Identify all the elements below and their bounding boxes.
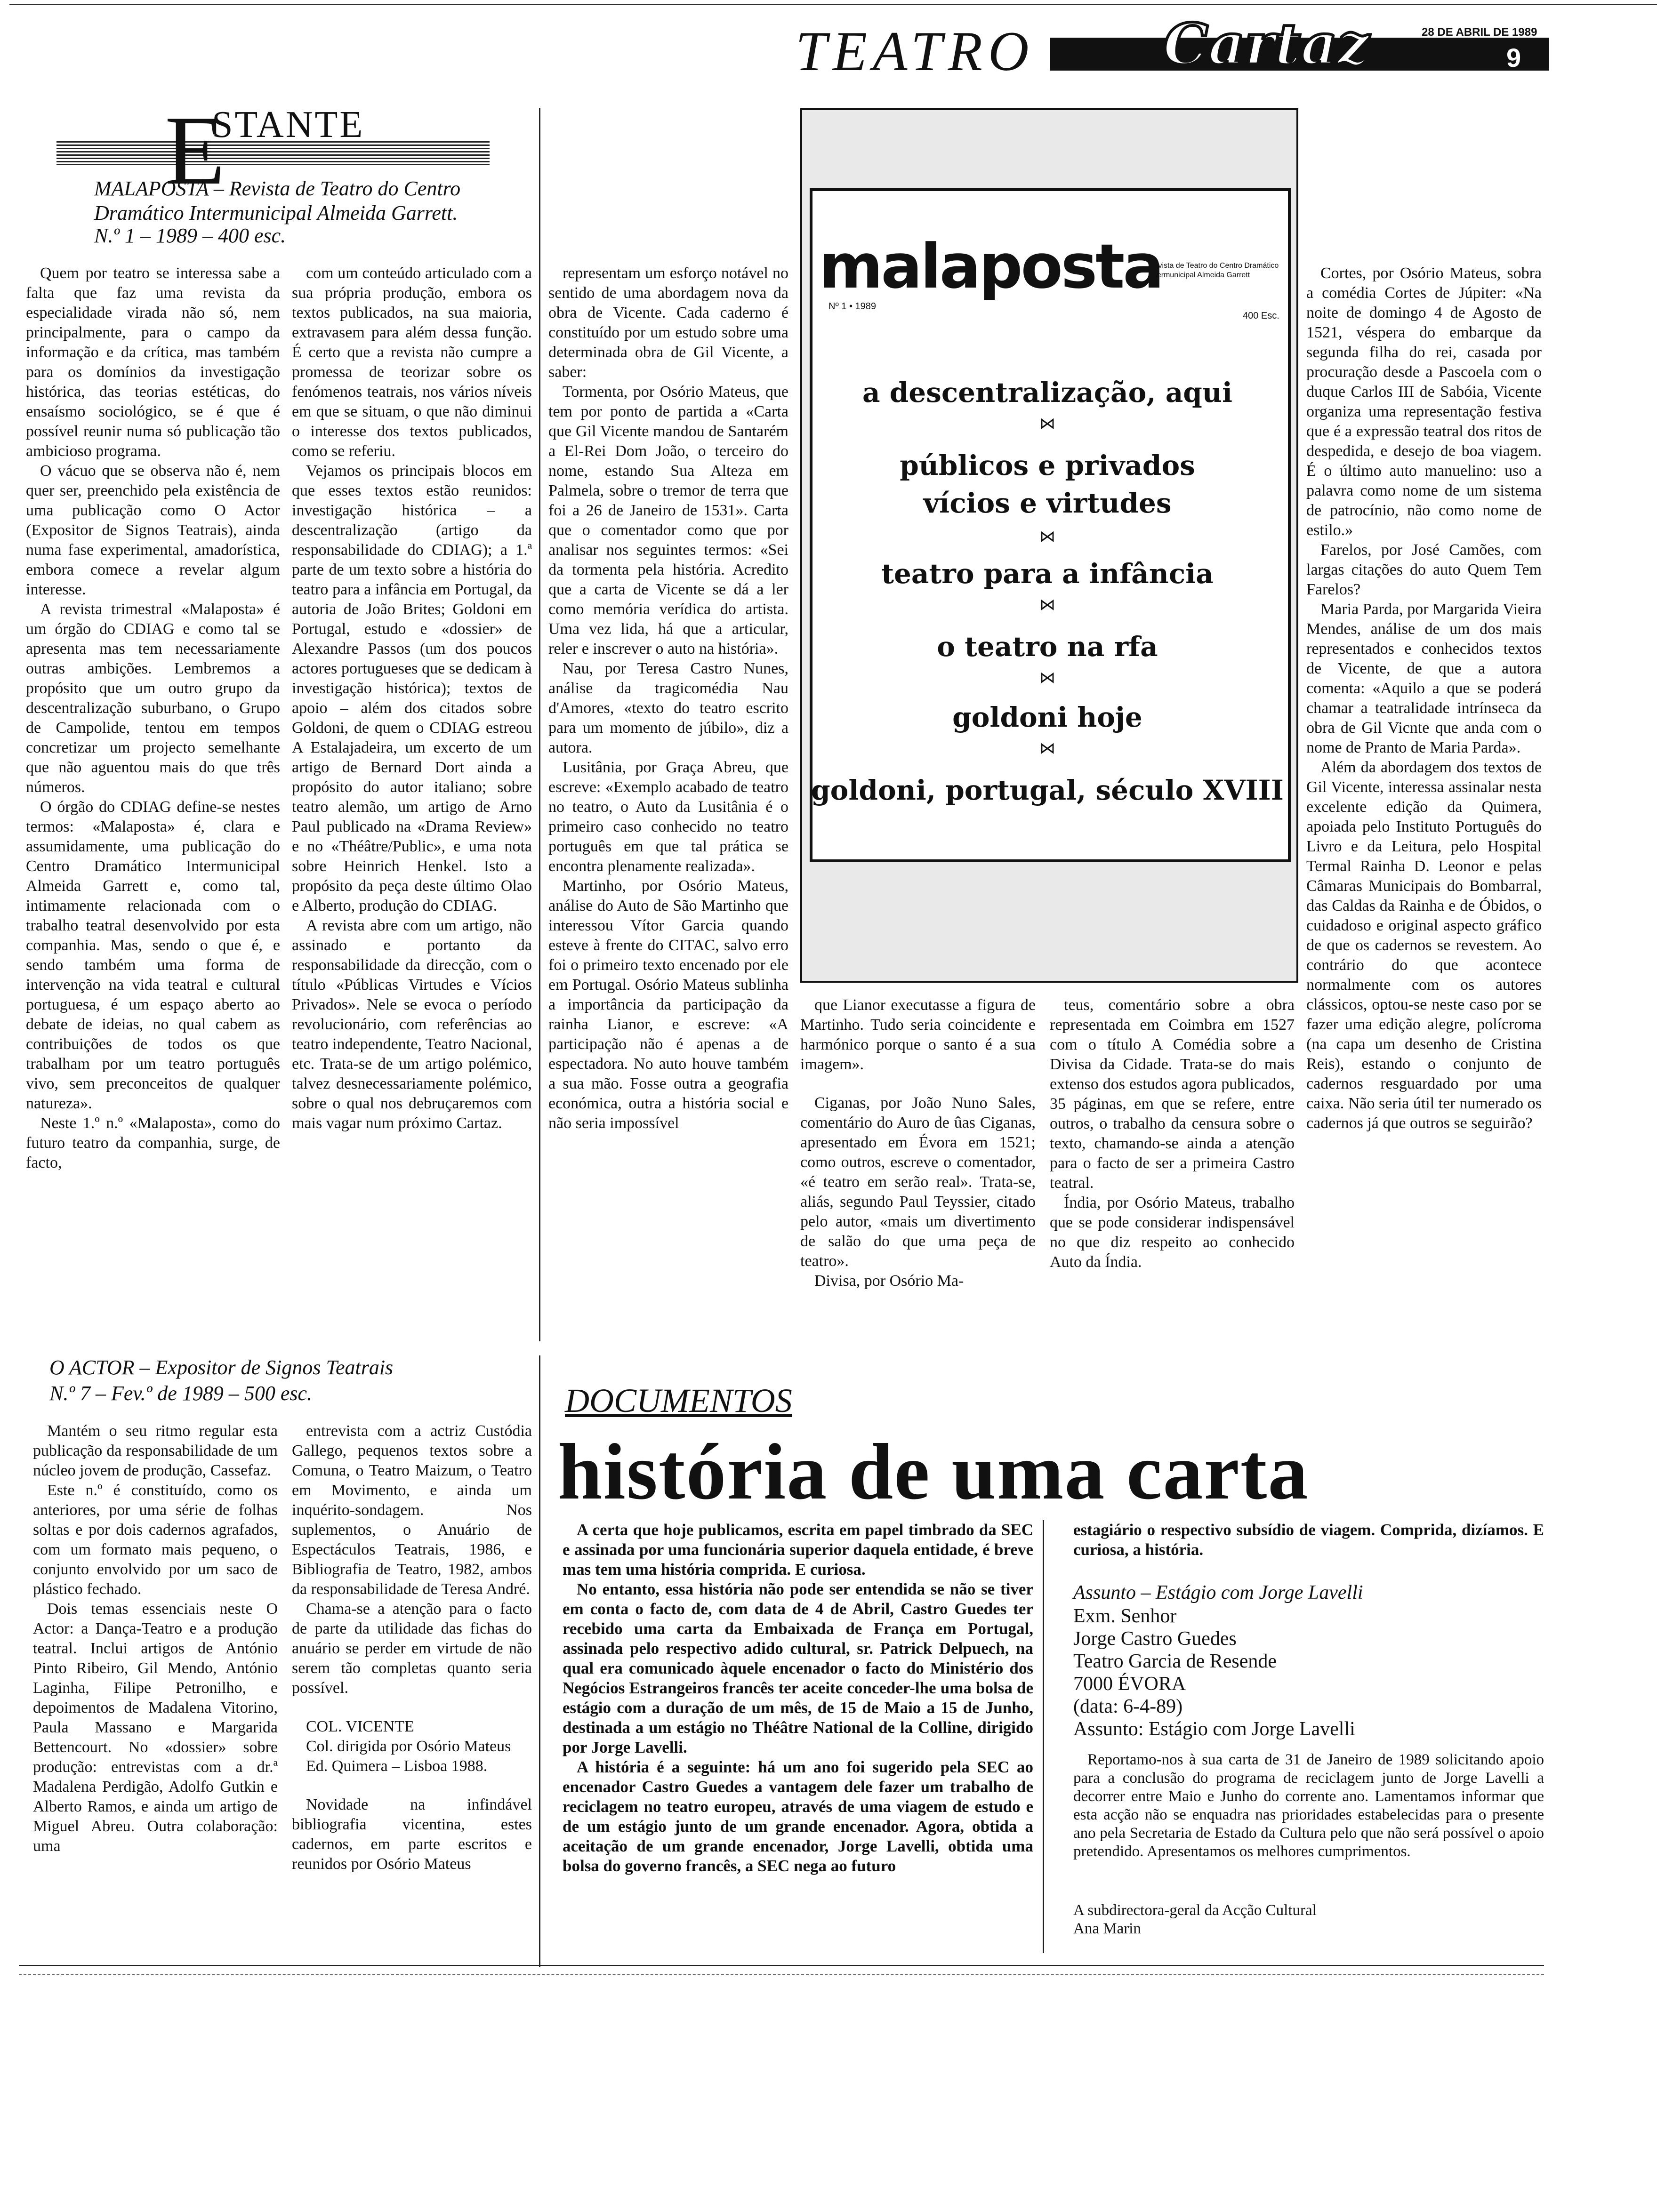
magazine-issue: Nº 1 • 1989 (828, 301, 877, 312)
letter-signature-line: A subdirectora-geral da Acção Cultural (1073, 1902, 1317, 1919)
ornament-icon: ⋈ (1039, 528, 1055, 545)
letter-address-line: Assunto: Estágio com Jorge Lavelli (1073, 1718, 1355, 1740)
paragraph: representam um esforço notável no sentido de uma abordagem nova da obra de Vicente. Cada caderno é constituído por um estudo sobre uma determinada obra de Gil Vicente, a saber: (548, 264, 788, 381)
colvicente-line: Col. dirigida por Osório Mateus (306, 1738, 511, 1755)
paragraph: Maria Parda, por Margarida Vieira Mendes, análise de um dos mais representados e conhecidos textos de Vicente, de que a autora comenta: «Aquilo a que se poderá chamar a teatralidade intrínseca da obra de Gil Vicnte que anda com o nome de Pranto de Maria Parda». (1306, 601, 1542, 756)
bottom-dashed-rule (19, 1974, 1544, 1976)
letter-address-line: 7000 ÉVORA (1073, 1673, 1186, 1695)
paragraph: Tormenta, por Osório Mateus, que tem por ponto de partida a «Carta que Gil Vicente mandou de Santarém a El-Rei Dom João, o terceiro do nome, estando Sua Alteza em Palmela, sobre o tremor de terra que foi a 26 de Janeiro de 1531». Carta que o comentador como que por analisar nos seguintes termos: «Sei da tormenta pela história. Acredito que a carta de Vicente se dá a ler como memória verídica do artista. Uma vez lida, há que a articular, reler e inscrever o auto na história». (548, 383, 788, 657)
letter-signature (1073, 1901, 1544, 1938)
paragraph: Chama-se a atenção para o facto de parte da utilidade das fichas do anuário se perder em virtude de não serem tão completas quanto seria possível. (292, 1600, 532, 1697)
actor-subheading: N.º 7 – Fev.º de 1989 – 500 esc. (49, 1382, 313, 1405)
paragraph: No entanto, essa história não pode ser entendida se não se tiver em conta o facto de, com data de 4 de Abril, Castro Guedes ter recebido uma carta da Embaixada de França em Portugal, assinada pelo respectivo adido cultural, sr. Patrick Delpuech, na qual era comunicado àquele encenador o facto do Ministério dos Negócios Estrangeiros francês ter aceite conceder-lhe uma bolsa de estágio com a duração de um mês, de 15 de Maio a 15 de Junho, destinada a um estágio no Théâtre National de la Colline, dirigido por Jorge Lavelli. (563, 1580, 1033, 1756)
letter-address-line: Jorge Castro Guedes (1073, 1628, 1237, 1650)
masthead-logo: Cartaz (1163, 11, 1369, 78)
magazine-price: 400 Esc. (1243, 311, 1279, 321)
paragraph: Lusitânia, por Graça Abreu, que escreve: «Exemplo acabado de teatro no teatro, o Auto da Lusitânia é o primeiro caso conhecido no teatro português em que tal prática se encontra plenamente realizada». (548, 759, 788, 875)
paragraph: teus, comentário sobre a obra representada em Coimbra em 1527 com o título A Comédia sobre a Divisa da Cidade. Trata-se do mais extenso dos estudos agora publicados, 35 páginas, em que se refere, entre outros, o trabalho da censura sobre o texto, chamando-se ainda a atenção para o facto de ser a primeira Castro teatral. (1050, 996, 1295, 1192)
malaposta-heading: MALAPOSTA – Revista de Teatro do Centro Dramático Intermunicipal Almeida Garrett. (94, 177, 461, 224)
documentos-intro-cont: estagiário o respectivo subsídio de viagem. Comprida, dizíamos. E curiosa, a história. (1073, 1521, 1544, 1559)
vicente-col4 (800, 995, 1036, 1291)
letter-address-line: Exm. Senhor (1073, 1605, 1177, 1627)
paragraph: Martinho, por Osório Mateus, análise do Auto de São Martinho que interessou Vítor Garcia quando esteve à frente do CITAC, salvo erro foi o primeiro texto encenado por ele em Portugal. Osório Mateus sublinha a importância da participação da rainha Lianor, e escreve: «A participação não é apenas a de espectadora. No auto houve também a sua mão. Fosse outra a geografia económica, outra a história social e não seria impossível (548, 877, 788, 1132)
malaposta-subheading: N.º 1 – 1989 – 400 esc. (94, 224, 286, 247)
estante-label: STANTE (212, 104, 365, 145)
paragraph: Dois temas essenciais neste O Actor: a Dança-Teatro e a produção teatral. Inclui artigos de António Pinto Ribeiro, Gil Mendo, António Laginha, Filipe Petronilho, e depoimentos de Madalena Vitorino, Paula Massano e Margarida Bettencourt. No «dossier» sobre produção: entrevistas com a dr.ª Madalena Perdigão, Adolfo Gutkin e Alberto Ramos, e ainda um artigo de Miguel Abreu. Outra colaboração: uma (33, 1600, 278, 1855)
cover-line: públicos e privados (900, 449, 1195, 481)
column-rule (539, 1355, 540, 1967)
paragraph: com um conteúdo articulado com a sua própria produção, embora os textos publicados, na sua maioria, extravasem para além dessa função. É certo que a revista não cumpre a promessa de teorizar sobre os fenómenos teatrais, nos vários níveis em que se situam, o que não diminui o interesse dos textos publicados, como se referiu. (292, 264, 532, 460)
paragraph: Farelos, por José Camões, com largas citações do auto Quem Tem Farelos? (1306, 541, 1542, 598)
letter-signature-line: Ana Marin (1073, 1920, 1141, 1937)
paragraph: O órgão do CDIAG define-se nestes termos: «Malaposta» é, clara e assumidamente, uma publicação do Centro Dramático Intermunicipal Almeida Garrett e, como tal, intimamente relacionada com o trabalho teatral desenvolvido por esta companhia. Mas, sendo o que é, e sendo também uma forma de intervenção na vida teatral e cultural portuguesa, é um espaço aberto ao debate de ideias, no qual cabem as contribuições de todos os que trabalham por um teatro português vivo, sem preconceitos de qualquer natureza». (26, 798, 280, 1112)
cover-line: goldoni hoje (952, 701, 1142, 733)
letter-address-line: (data: 6-4-89) (1073, 1696, 1183, 1717)
bottom-rule (19, 1965, 1544, 1966)
paragraph: A revista trimestral «Malaposta» é um órgão do CDIAG e como tal se apresenta mas tem necessariamente outras ambições. Lembremos a propósito que um outro grupo da descentralização suburbano, o Grupo de Campolide, tentou em tempos concretizar um projecto semelhante que não aguentou mais do que três números. (26, 601, 280, 796)
malaposta-col1 (26, 264, 280, 1173)
vicente-col3 (548, 264, 788, 1133)
letter-body: Reportamo-nos à sua carta de 31 de Janeiro de 1989 solicitando apoio para a conclusão do programa de reciclagem junto de Jorge Lavelli a decorrer entre Maio e Junho do corrente ano. Lamentamos informar que esta acção não se enquadra nas prioridades estabelecidas para o presente ano pela Secretaria de Estado da Cultura pelo que não será possível o apoio pretendido. Apresentamos os melhores cumprimentos. (1073, 1751, 1544, 1860)
column-rule (1043, 1520, 1044, 1953)
cover-line: goldoni, portugal, século XVIII (811, 774, 1284, 806)
paragraph: A história é a seguinte: há um ano foi sugerido pela SEC ao encenador Castro Guedes a vantagem dele fazer um trabalho de reciclagem no teatro europeu, através de uma viagem de estudo e de um estágio junto de um grande encenador. Agora, obtida a aceitação de um grande encenador, Jorge Lavelli, obtida uma bolsa do governo francês, a SEC nega ao futuro (563, 1758, 1033, 1875)
paragraph: Mantém o seu ritmo regular esta publicação da responsabilidade de um núcleo jovem de produção, Cassefaz. (33, 1422, 278, 1479)
paragraph: Divisa, por Osório Ma- (814, 1272, 964, 1290)
paragraph: Este n.º é constituído, como os anteriores, por uma série de folhas soltas e por dois cadernos agrafados, com um formato mais pequeno, o conjunto envolvido por um saco de plástico fechado. (33, 1482, 278, 1598)
colvicente-line: Ed. Quimera – Lisboa 1988. (306, 1757, 488, 1775)
documentos-label: DOCUMENTOS (565, 1382, 792, 1419)
estante-initial: E (165, 96, 225, 205)
actor-col1 (33, 1421, 278, 1856)
malaposta-col2 (292, 264, 532, 1133)
vicente-col6 (1306, 264, 1542, 1133)
letter-address-line: Teatro Garcia de Resende (1073, 1651, 1277, 1672)
ornament-icon: ⋈ (1039, 669, 1055, 687)
issue-date: 28 DE ABRIL DE 1989 (1422, 26, 1537, 39)
letter-address (1073, 1605, 1544, 1740)
actor-heading: O ACTOR – Expositor de Signos Teatrais (49, 1356, 394, 1379)
paragraph: entrevista com a actriz Custódia Gallego, pequenos textos sobre a Comuna, o Teatro Maizum, o Teatro em Movimento, e ainda um inquérito-sondagem. Nos suplementos, o Anuário de Espectáculos Teatrais, 1986, e Bibliografia de Teatro, 1982, ambos da responsabilidade de Teresa André. (292, 1422, 532, 1598)
magazine-tagline: Revista de Teatro do Centro Dramático Intermunicipal Almeida Garrett (1149, 262, 1279, 279)
ornament-icon: ⋈ (1039, 596, 1055, 614)
documentos-intro (563, 1520, 1033, 1876)
cover-line: a descentralização, aqui (862, 377, 1233, 409)
paragraph: A certa que hoje publicamos, escrita em papel timbrado da SEC e assinada por uma funcionária superior daquela entidade, é breve mas tem uma história comprida. E curiosa. (563, 1521, 1033, 1579)
top-rule (9, 4, 1657, 5)
paragraph: Vejamos os principais blocos em que esses textos estão reunidos: investigação histórica – a descentralização (artigo da responsabilidade do CDIAG); a 1.ª parte de um texto sobre a história do teatro para a infância em Portugal, da autoria de João Brites; Goldoni em Portugal, estudo e «dossier» de Alexandre Passos (um dos poucos actores portugueses que se dedicam à investigação histórica); textos de apoio – além dos citados sobre Goldoni, de quem o CDIAG estreou A Estalajadeira, um excerto de um artigo de Bernard Dort ainda a propósito do autor italiano; sobre teatro alemão, um artigo de Arno Paul publicado na «Drama Review» e no «Théâtre/Public», e uma nota sobre Heinrich Henkel. Isto a propósito da peça deste último Olao e Alberto, produção do CDIAG. (292, 462, 532, 914)
paragraph: A revista abre com um artigo, não assinado e portanto da responsabilidade da direcção, com o título «Públicas Virtudes e Vícios Privados». Nele se evoca o período revolucionário, com referências ao teatro independente, Teatro Nacional, etc. Trata-se de um artigo polémico, talvez desnecessariamente polémico, sobre o qual nos debruçaremos com mais vagar num próximo Cartaz. (292, 917, 532, 1132)
colvicente-heading: COL. VICENTE (306, 1718, 414, 1735)
magazine-title: malaposta (819, 231, 1163, 302)
actor-col2 (292, 1421, 532, 1874)
paragraph: Cortes, por Osório Mateus, sobra a comédia Cortes de Júpiter: «Na noite de domingo 4 de Agosto de 1521, véspera do embarque da segunda filha do rei, casada por procuração desde a Pascoela com o duque Carlos III de Sabóia, Vicente organiza uma representação festiva que é a expressão teatral dos ritos de despedida, e desejo de boa viagem. É o último auto manuelino: uso a palavra como nome de um sistema de patrocínio, não como nome de estilo.» (1306, 264, 1542, 539)
column-rule (539, 108, 540, 1341)
ornament-icon: ⋈ (1039, 740, 1055, 757)
cover-line: teatro para a infância (881, 558, 1214, 590)
section-title: TEATRO (796, 20, 1035, 82)
letter-subject-heading: Assunto – Estágio com Jorge Lavelli (1073, 1582, 1363, 1603)
paragraph: que Lianor executasse a figura de Martinho. Tudo seria coincidente e harmónico porque o santo é a sua imagem». (800, 996, 1036, 1073)
paragraph: Quem por teatro se interessa sabe a falta que faz uma revista da especialidade virada não só, nem principalmente, para o campo da informação e da crítica, mas também para os domínios da investigação histórica, das teorias estéticas, do ensaísmo sociológico, se é que é possível reunir numa só publicação tão ambicioso programa. (26, 264, 280, 460)
cover-line: o teatro na rfa (937, 631, 1158, 663)
paragraph: Índia, por Osório Mateus, trabalho que se pode considerar indispensável no que diz respeito ao conhecido Auto da Índia. (1050, 1194, 1295, 1271)
vicente-col5 (1050, 995, 1295, 1272)
paragraph: Neste 1.º n.º «Malaposta», como do futuro teatro da companhia, surge, de facto, (26, 1114, 280, 1171)
paragraph: O vácuo que se observa não é, nem quer ser, preenchido pela existência de uma publicação como O Actor (Expositor de Signos Teatrais), ainda numa fase experimental, amadorística, embora comece a revelar algum interesse. (26, 462, 280, 598)
page-number: 9 (1506, 43, 1521, 72)
paragraph: Além da abordagem dos textos de Gil Vicente, interessa assinalar nesta excelente edição da Quimera, apoiada pelo Instituto Português do Livro e da Leitura, pelo Hospital Termal Rainha D. Leonor e pelas Câmaras Municipais do Bombarral, das Caldas da Rainha e de Óbidos, o cuidadoso e original aspecto gráfico de que os cadernos se revestem. Ao contrário do que acontece normalmente com os autores clássicos, optou-se neste caso por se fazer uma edição alegre, polícroma (na capa um desenho de Cristina Reis), estando o conjunto de cadernos resguardado por uma caixa. Não seria útil ter numerado os cadernos já que outros se seguirão? (1306, 759, 1542, 1132)
paragraph: Novidade na infindável bibliografia vicentina, estes cadernos, em parte escritos e reunidos por Osório Mateus (292, 1796, 532, 1873)
paragraph: Nau, por Teresa Castro Nunes, análise da tragicomédia Nau d'Amores, «texto do teatro escrito para um momento de júbilo», diz a autora. (548, 660, 788, 756)
paragraph: Ciganas, por João Nuno Sales, comentário do Auro de ûas Ciganas, apresentado em Évora em 1521; como outros, escreve o comentador, «é teatro em serão real». Trata-se, aliás, segundo Paul Teyssier, citado pelo autor, «mais um divertimento de salão do que uma peça de teatro». (800, 1094, 1036, 1270)
ornament-icon: ⋈ (1039, 415, 1055, 433)
cover-line: vícios e virtudes (923, 487, 1172, 519)
documentos-title: história de uma carta (558, 1427, 1309, 1516)
